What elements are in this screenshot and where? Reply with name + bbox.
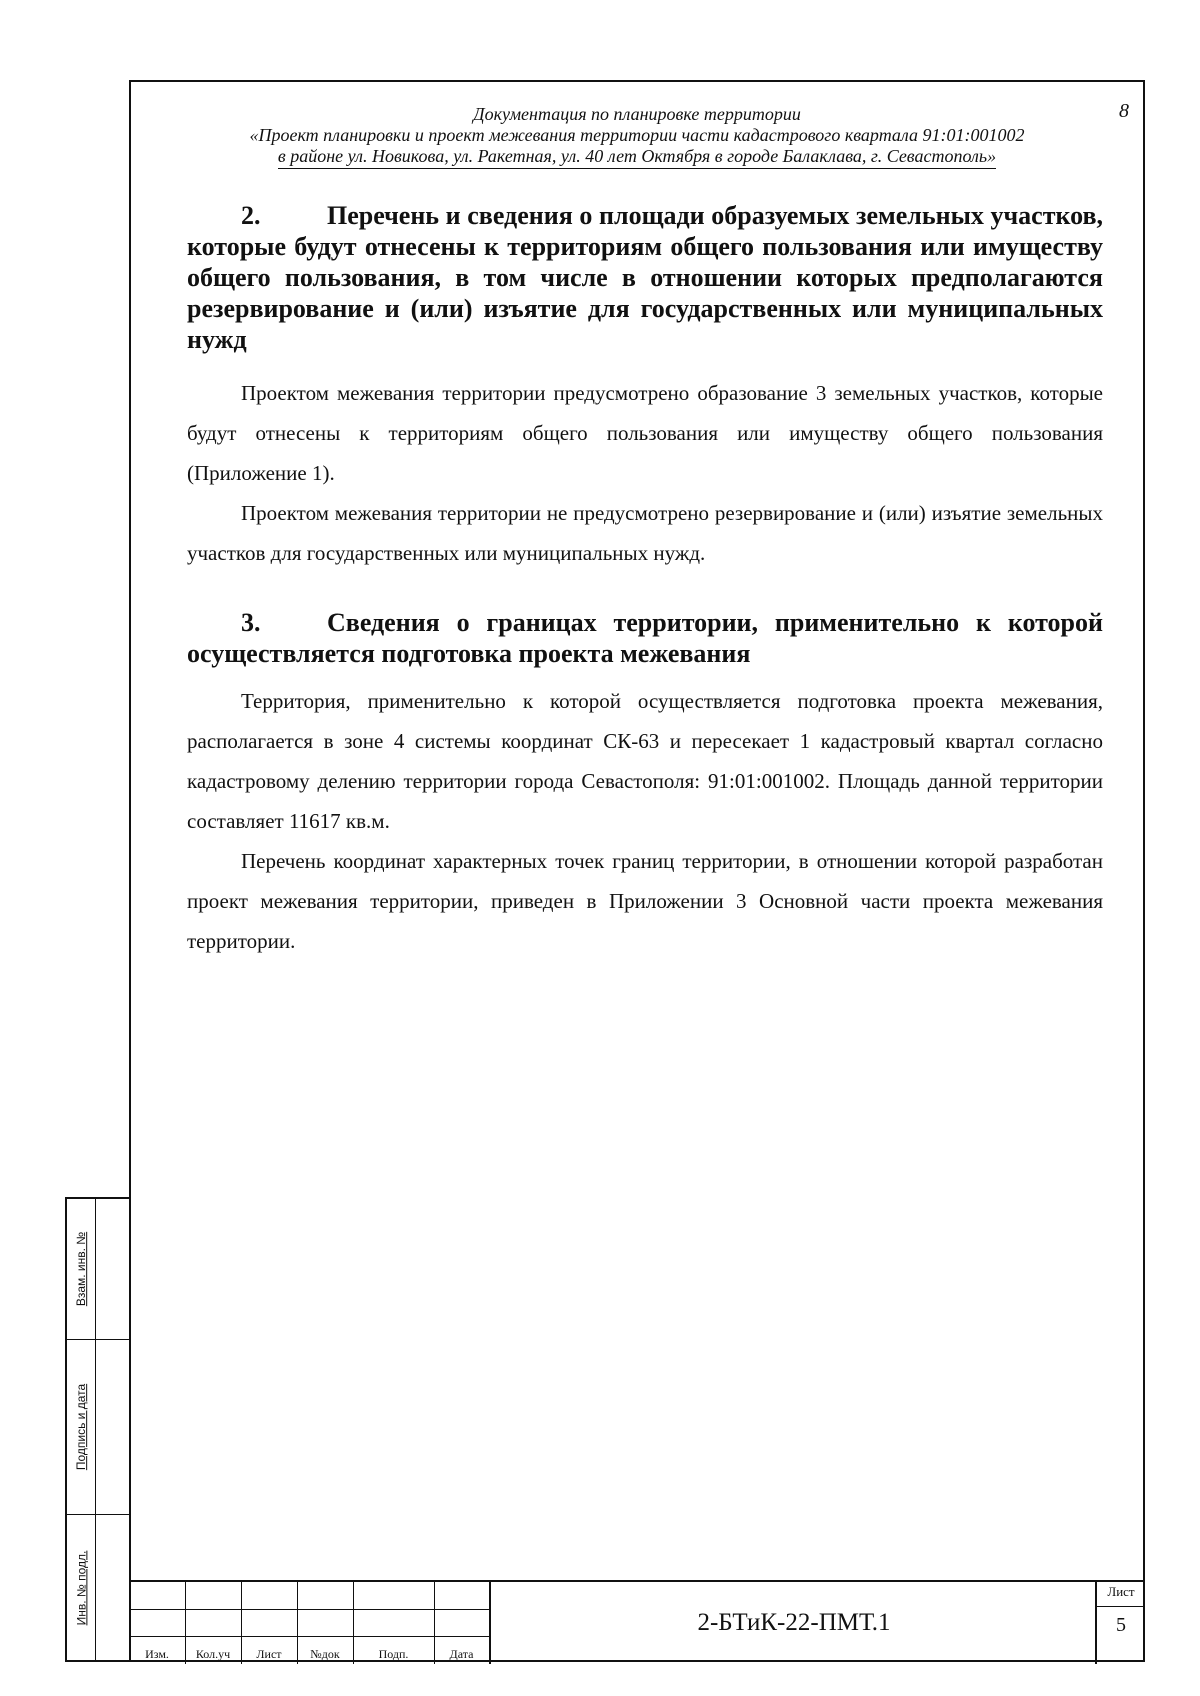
column-label: Лист bbox=[256, 1647, 282, 1661]
side-label-replacement: Взам. инв. № bbox=[74, 1231, 88, 1307]
sheet-label: Лист bbox=[1097, 1584, 1145, 1607]
column-label: №док bbox=[310, 1647, 340, 1661]
page-number: 8 bbox=[1119, 100, 1129, 122]
section-2-title: Перечень и сведения о площади образуемых земельных участков, которые будут отнесены к территориям общего пользования или имуществу общего пользования, в том числе в отношении которых предполагаются резервирование и (или) изъятие для государственных или муниципальных нужд bbox=[187, 201, 1103, 354]
header-line-2: «Проект планировки и проект межевания территории части кадастрового квартала 91:01:001002 bbox=[249, 125, 1025, 145]
page-frame bbox=[129, 80, 1145, 1662]
document-code: 2-БТиК-22-ПМТ.1 bbox=[489, 1582, 1097, 1664]
header-line-1: Документация по планировке территории bbox=[473, 104, 801, 124]
revision-table bbox=[129, 1582, 489, 1664]
section-3-paragraph: Перечень координат характерных точек границ территории, в отношении которой разработан проект межевания территории, приведен в Приложении 3 Основной части проекта межевания территории. bbox=[187, 849, 1103, 953]
side-label-inventory: Инв. № подл. bbox=[74, 1550, 88, 1626]
sheet-box bbox=[1095, 1582, 1145, 1664]
title-block bbox=[129, 1580, 1145, 1662]
side-stamp bbox=[65, 1197, 131, 1662]
column-label: Кол.уч bbox=[195, 1647, 231, 1661]
section-2-paragraph: Проектом межевания территории предусмотрено образование 3 земельных участков, которые будут отнесены к территориям общего пользования или имуществу общего пользования (Приложение 1). bbox=[187, 381, 1103, 485]
section-3-heading bbox=[187, 607, 1103, 669]
document-header bbox=[131, 104, 1143, 169]
column-label: Изм. bbox=[145, 1647, 169, 1661]
column-label: Подп. bbox=[378, 1647, 409, 1661]
column-label: Дата bbox=[449, 1647, 474, 1661]
section-2-number: 2. bbox=[241, 201, 261, 230]
section-2-heading bbox=[187, 200, 1103, 355]
section-3-title: Сведения о границах территории, применительно к которой осуществляется подготовка проекта межевания bbox=[187, 608, 1103, 668]
section-3-paragraph: Территория, применительно к которой осуществляется подготовка проекта межевания, располагается в зоне 4 системы координат СК-63 и пересекает 1 кадастровый квартал согласно кадастровому делению территории города Севастополя: 91:01:001002. Площадь данной территории составляет 11617 кв.м. bbox=[187, 689, 1103, 833]
page-content bbox=[187, 200, 1103, 961]
side-label-signature: Подпись и дата bbox=[74, 1383, 88, 1470]
header-line-3: в районе ул. Новикова, ул. Ракетная, ул. 40 лет Октября в городе Балаклава, г. Севастополь» bbox=[278, 146, 996, 169]
sheet-number: 5 bbox=[1116, 1614, 1126, 1636]
section-3-number: 3. bbox=[241, 608, 261, 637]
section-2-paragraph: Проектом межевания территории не предусмотрено резервирование и (или) изъятие земельных участков для государственных или муниципальных нужд. bbox=[187, 501, 1103, 565]
